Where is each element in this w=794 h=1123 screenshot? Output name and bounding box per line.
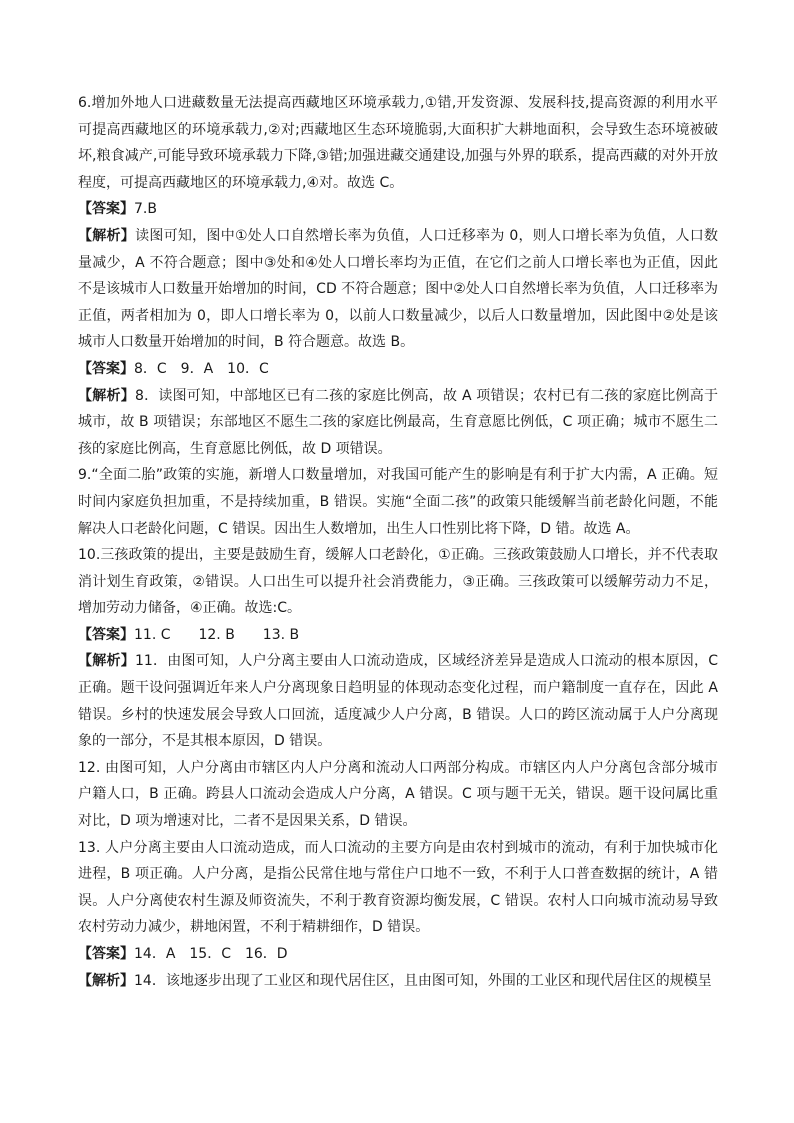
answer-11-13 (78, 622, 718, 649)
paragraph-10 (78, 542, 718, 622)
answer-8-10 (78, 356, 718, 383)
analysis-11 (78, 648, 718, 754)
analysis-label: 【解析】 (78, 227, 136, 244)
analysis-8 (78, 383, 718, 463)
answer-label: 【答案】 (78, 946, 134, 962)
paragraph-text: 10.三孩政策的提出，主要是鼓励生育，缓解人口老龄化，①正确。三孩政策鼓励人口增长，并不代表取消计划生育政策，②错误。人口出生可以提升社会消费能力，③正确。三孩政策可以缓解劳动力不足，增加劳动力储备，④正确。故选:C。 (78, 547, 718, 617)
answer-label: 【答案】 (78, 360, 134, 377)
analysis-14 (78, 968, 718, 995)
paragraph-text: 6.增加外地人口进藏数量无法提高西藏地区环境承载力,①错,开发资源、发展科技,提高资源的利用水平可提高西藏地区的环境承载力,②对;西藏地区生态环境脆弱,大面积扩大耕地面积，会导致生态环境被破坏,粮食减产,可能导致环境承载力下降,③错;加强进藏交通建设,加强与外界的联系，提高西藏的对外开放程度，可提高西藏地区的环境承载力,④对。故选 C。 (78, 95, 718, 191)
paragraph-6 (78, 90, 718, 196)
paragraph-12 (78, 755, 718, 835)
answer-text: 7.B (134, 201, 157, 218)
answer-text: 14．A 15．C 16．D (134, 946, 288, 962)
paragraph-text: 读图可知，图中①处人口自然增长率为负值，人口迁移率为 0，则人口增长率为负值，人口数量减少，A 不符合题意；图中③处和④处人口增长率均为正值，在它们之前人口增长率也为正值，因此不是该城市人口数量开始增加的时间，CD 不符合题意；图中②处人口自然增长率为负值，人口迁移率为正值，两者相加为 0，即人口增长率为 0，以前人口数量减少，以后人口数量增加，因此图中②处是该城市人口数量开始增加的时间，B 符合题意。故选 B。 (78, 227, 719, 351)
answer-label: 【答案】 (78, 626, 134, 643)
analysis-label: 【解析】 (78, 387, 135, 404)
paragraph-text: 8．读图可知，中部地区已有二孩的家庭比例高，故 A 项错误；农村已有二孩的家庭比例高于城市，故 B 项错误；东部地区不愿生二孩的家庭比例最高，生育意愿比例低，C 项正确；城市不愿生二孩的家庭比例高，生育意愿比例低，故 D 项错误。 (78, 387, 719, 457)
paragraph-text: 9.“全面二胎”政策的实施，新增人口数量增加，对我国可能产生的影响是有利于扩大内需，A 正确。短时间内家庭负担加重，不是持续加重，B 错误。实施“全面二孩”的政策只能缓解当前老龄化问题，不能解决人口老龄化问题，C 错误。因出生人数增加，出生人口性别比将下降，D 错。故选 A。 (78, 467, 718, 537)
answer-label: 【答案】 (78, 201, 134, 218)
answer-text: 11. C 12. B 13. B (134, 626, 300, 643)
answer-7 (78, 196, 718, 223)
document-page (78, 90, 718, 994)
paragraph-text: 13. 人户分离主要由人口流动造成，而人口流动的主要方向是由农村到城市的流动，有利于加快城市化进程，B 项正确。人户分离，是指公民常住地与常住户口地不一致，不利于人口普查数据的统计，A 错误。人户分离使农村生源及师资流失，不利于教育资源均衡发展，C 错误。农村人口向城市流动易导致农村劳动力减少，耕地闲置，不利于精耕细作，D 错误。 (78, 839, 718, 936)
analysis-label: 【解析】 (78, 653, 135, 670)
paragraph-9 (78, 462, 718, 542)
paragraph-13 (78, 835, 718, 941)
analysis-label: 【解析】 (78, 972, 134, 989)
answer-text: 8．C 9．A 10．C (134, 360, 269, 377)
paragraph-text: 11．由图可知，人户分离主要由人口流动造成，区域经济差异是造成人口流动的根本原因，C 正确。题干设问强调近年来人户分离现象日趋明显的体现动态变化过程，而户籍制度一直存在，因此 A 错误。乡村的快速发展会导致人口回流，适度减少人户分离，B 错误。人口的跨区流动属于人户分离现象的一部分，不是其根本原因，D 错误。 (78, 653, 719, 750)
paragraph-text: 12. 由图可知，人户分离由市辖区内人户分离和流动人口两部分构成。市辖区内人户分离包含部分城市户籍人口，B 正确。跨县人口流动会造成人户分离，A 错误。C 项与题干无关，错误。题干设问属比重对比，D 项为增速对比，二者不是因果关系，D 错误。 (78, 759, 718, 830)
analysis-7 (78, 223, 718, 356)
paragraph-text: 14．该地逐步出现了工业区和现代居住区，且由图可知，外围的工业区和现代居住区的规模呈 (134, 972, 712, 989)
answer-14-16 (78, 941, 718, 968)
